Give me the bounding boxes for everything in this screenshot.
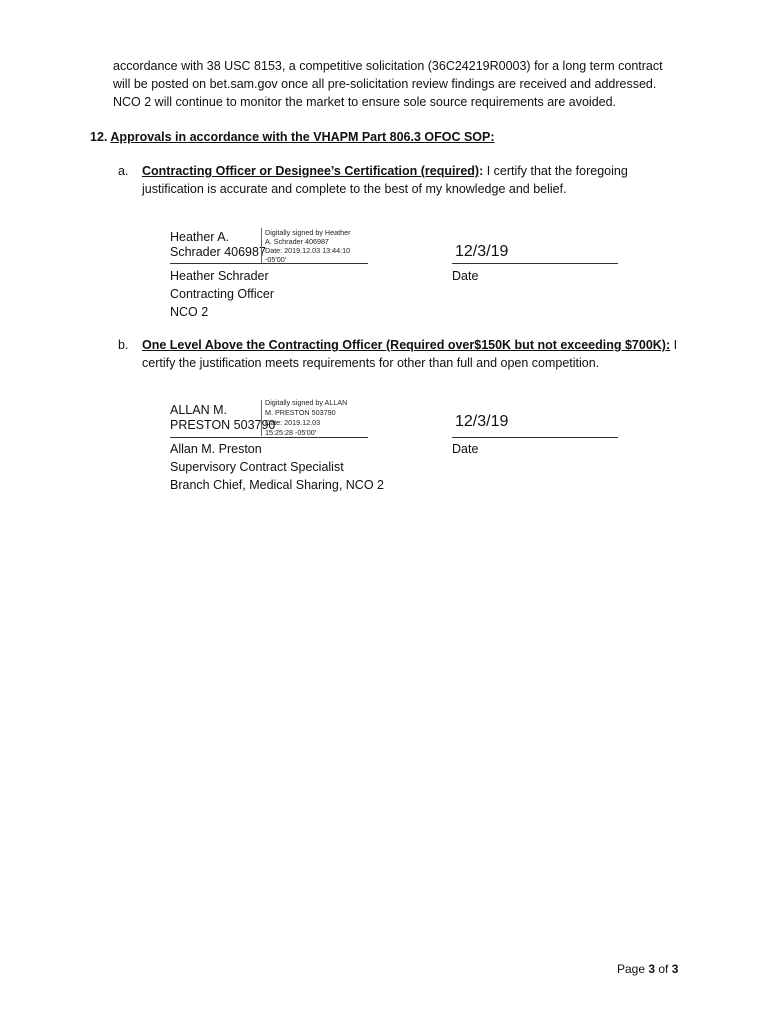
section-title-part-2: VHAPM Part 806.3 OFOC SOP:	[313, 130, 495, 144]
item-a-text-1: I certify that the foregoing	[483, 164, 628, 178]
item-b-line-2: certify the justification meets requirements for other than full and open competition.	[142, 356, 600, 370]
sig-a-signer-title: Contracting Officer	[170, 287, 274, 301]
sig-a-date-line	[452, 263, 618, 264]
section-12-heading	[90, 129, 495, 145]
sig-b-signature-line	[170, 437, 368, 438]
sig-b-date-label: Date	[452, 442, 479, 456]
sig-b-signer-title: Supervisory Contract Specialist	[170, 460, 344, 474]
sig-b-meta-1: Digitally signed by ALLAN	[265, 398, 348, 407]
intro-line-2: will be posted on bet.sam.gov once all pre-solicitation review findings are received and addressed.	[113, 77, 657, 91]
item-a-line-2: justification is accurate and complete to the best of my knowledge and belief.	[142, 182, 567, 196]
sig-a-meta-4: -05'00'	[265, 255, 287, 264]
sig-a-date: 12/3/19	[455, 243, 509, 260]
item-b-marker: b.	[118, 338, 129, 352]
item-b-text-1: I	[670, 338, 678, 352]
section-title-part-1: Approvals in accordance with the	[110, 130, 314, 144]
sig-a-date-label: Date	[452, 269, 479, 283]
sig-a-meta-3: Date: 2019.12.03 13:44:10	[265, 246, 351, 255]
item-b-heading: One Level Above the Contracting Officer (Required over$150K but not exceeding $700K):	[142, 338, 671, 352]
sig-b-meta-4: 15:25:28 -05'00'	[265, 428, 317, 437]
page-total: 3	[671, 962, 679, 976]
sig-b-divider	[261, 400, 264, 436]
page-footer	[617, 962, 678, 976]
sig-a-name-2: Schrader 406987	[170, 245, 266, 259]
sig-b-meta-3: Date: 2019.12.03	[265, 418, 321, 427]
sig-b-meta-2: M. PRESTON 503790	[265, 408, 336, 417]
sig-a-signer-name: Heather Schrader	[170, 269, 269, 283]
sig-b-name-1: ALLAN M.	[170, 403, 227, 417]
section-number: 12.	[90, 130, 108, 144]
of-word: of	[655, 962, 672, 976]
sig-b-signer-org: Branch Chief, Medical Sharing, NCO 2	[170, 478, 384, 492]
sig-a-divider	[261, 228, 264, 264]
sig-b-date-line	[452, 437, 618, 438]
item-a-heading: Contracting Officer or Designee’s Certification (required)	[142, 164, 480, 178]
intro-line-1: accordance with 38 USC 8153, a competitive solicitation (36C24219R0003) for a long term contract	[113, 59, 663, 73]
sig-b-name-2: PRESTON 503790	[170, 418, 276, 432]
item-a-colon: :	[479, 164, 484, 178]
sig-b-date: 12/3/19	[455, 413, 509, 430]
sig-a-signature-line	[170, 263, 368, 264]
item-b-line-1	[142, 337, 677, 353]
item-a-line-1	[142, 163, 628, 179]
sig-b-signer-name: Allan M. Preston	[170, 442, 262, 456]
item-a-marker: a.	[118, 164, 129, 178]
sig-a-meta-1: Digitally signed by Heather	[265, 228, 351, 237]
intro-line-3: NCO 2 will continue to monitor the market to ensure sole source requirements are avoided.	[113, 95, 617, 109]
page-number: 3	[648, 962, 656, 976]
sig-a-signer-org: NCO 2	[170, 305, 209, 319]
page-word: Page	[617, 962, 649, 976]
sig-a-name-1: Heather A.	[170, 230, 230, 244]
sig-a-meta-2: A. Schrader 406987	[265, 237, 329, 246]
